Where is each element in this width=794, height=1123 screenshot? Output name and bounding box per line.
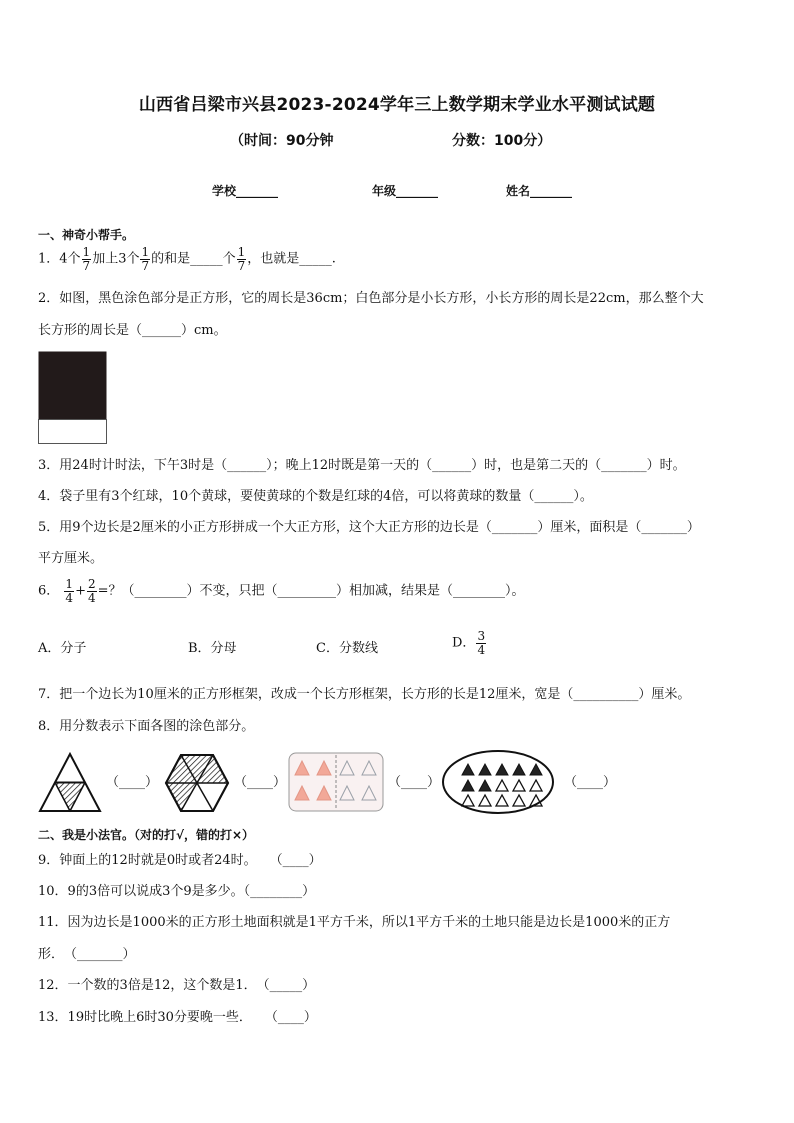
- section-heading-1: 一、神奇小帮手。: [38, 228, 135, 242]
- question-2-line-2: 长方形的周长是（______）cm。: [38, 323, 227, 338]
- triangle-figure: [38, 752, 102, 814]
- question-11-line-2: 形． （_______）: [38, 947, 136, 962]
- option-b: B．分母: [188, 641, 237, 656]
- exam-time: （时间：90分钟: [230, 133, 334, 149]
- name-field: 姓名_______: [506, 184, 573, 198]
- answer-blank: （____）: [106, 775, 159, 790]
- question-9: 9．钟面上的12时就是0时或者24时。 （____）: [38, 853, 322, 868]
- question-13: 13．19时比晚上6时30分要晚一些． （____）: [38, 1010, 317, 1025]
- triangles-ellipse-figure: [441, 749, 555, 815]
- option-a: A．分子: [38, 641, 87, 656]
- black-square: [39, 352, 107, 420]
- question-5-line-1: 5．用9个边长是2厘米的小正方形拼成一个大正方形，这个大正方形的边长是（_______）厘米，面积是（_______）: [38, 520, 700, 535]
- question-3: 3．用24时计时法，下午3时是（______）；晚上12时既是第一天的（______）时，也是第二天的（_______）时。: [38, 458, 686, 473]
- exam-score: 分数：100分）: [452, 133, 552, 149]
- answer-blank: （____）: [564, 775, 617, 790]
- answer-blank: （____）: [388, 775, 441, 790]
- triangles-box-figure: [288, 752, 384, 812]
- option-d: D． $\frac{3}{4}$: [452, 629, 486, 657]
- question-2-line-1: 2．如图，黑色涂色部分是正方形，它的周长是36cm；白色部分是小长方形，小长方形的周长是22cm，那么整个大: [38, 291, 704, 306]
- fraction: $\frac{1}{7}$: [82, 245, 91, 273]
- white-rectangle: [39, 420, 107, 444]
- question-1: 1．4个 $\frac{1}{7}$ 加上3个 $\frac{1}{7}$ 的和是_____个 $\frac{1}{7}$ ，也就是_____.: [38, 245, 336, 273]
- question-5-line-2: 平方厘米。: [38, 551, 104, 566]
- fraction: $\frac{1}{7}$: [237, 245, 246, 273]
- question-12: 12．一个数的3倍是12，这个数是1． （_____）: [38, 978, 316, 993]
- question-7: 7．把一个边长为10厘米的正方形框架，改成一个长方形框架，长方形的长是12厘米，宽是（__________）厘米。: [38, 687, 691, 702]
- answer-blank: （____）: [234, 775, 287, 790]
- grade-field: 年级_______: [372, 184, 439, 198]
- fraction: $\frac{1}{7}$: [141, 245, 150, 273]
- rectangle-figure: [38, 351, 108, 445]
- question-4: 4．袋子里有3个红球，10个黄球，要使黄球的个数是红球的4倍，可以将黄球的数量（______）。: [38, 489, 593, 504]
- hexagon-figure: [164, 752, 230, 814]
- question-10: 10．9的3倍可以说成3个9是多少。（________）: [38, 884, 316, 899]
- section-heading-2: 二、我是小法官。（对的打√，错的打×）: [38, 828, 255, 842]
- school-field: 学校_______: [212, 184, 279, 198]
- option-c: C．分数线: [316, 641, 378, 656]
- question-8: 8．用分数表示下面各图的涂色部分。: [38, 719, 255, 734]
- fraction: $\frac{2}{4}$: [87, 577, 96, 605]
- question-6: 6． $\frac{1}{4}$ + $\frac{2}{4}$ =？（________）不变，只把（_________）相加减，结果是（________）。: [38, 577, 525, 605]
- fraction: $\frac{1}{4}$: [65, 577, 74, 605]
- question-11-line-1: 11．因为边长是1000米的正方形土地面积就是1平方千米，所以1平方千米的土地只能是边长是1000米的正方: [38, 915, 671, 930]
- fraction: $\frac{3}{4}$: [477, 629, 486, 657]
- page-title: 山西省吕梁市兴县2023-2024学年三上数学期末学业水平测试试题: [138, 95, 656, 115]
